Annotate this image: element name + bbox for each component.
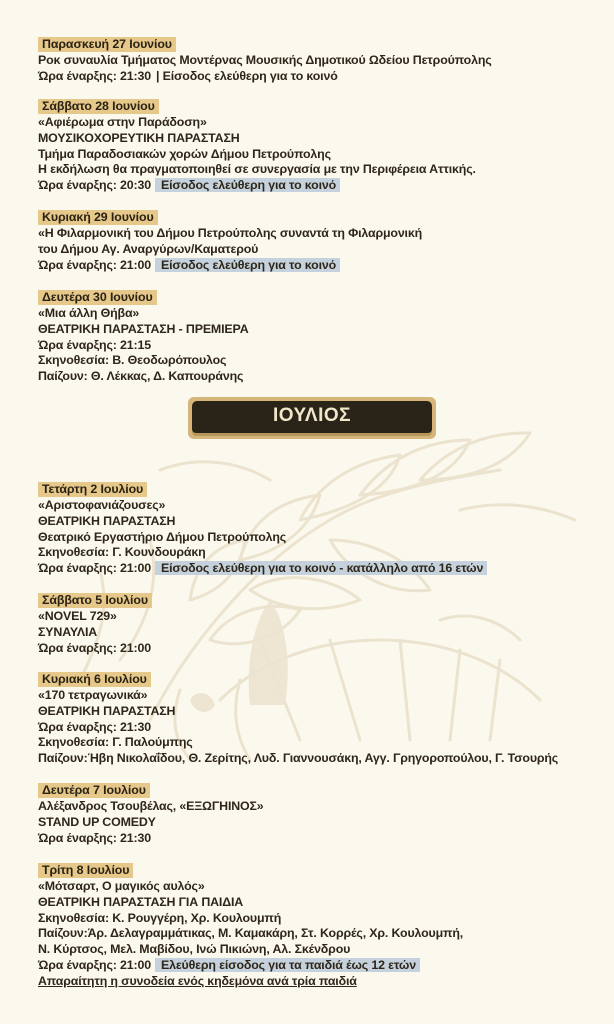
event-jul-5 [38,591,594,656]
date-tag: Δευτέρα 7 Ιουλίου [38,783,150,798]
date-tag: Τρίτη 8 Ιουλίου [38,863,133,878]
event-title: Ροκ συναυλία Τμήματος Μοντέρνας Μουσικής Δημοτικού Ωδείου Πετρούπολης [38,53,492,67]
event-line: «Αριστοφανιάζουσες» [38,498,166,512]
date-tag: Σάββατο 5 Ιουλίου [38,593,152,608]
guardian-requirement: Απαραίτητη η συνοδεία ενός κηδεμόνα ανά τρία παιδιά [38,973,357,988]
date-tag: Παρασκευή 27 Ιουνίου [38,37,176,52]
free-entry-highlight: Είσοδος ελεύθερη για το κοινό - κατάλληλο από 16 ετών [155,561,487,575]
event-jun-30 [38,288,594,385]
event-line: Ώρα έναρξης: 21:30 [38,719,151,734]
start-time-line: Ώρα έναρξης: 20:30 Είσοδος ελεύθερη για το κοινό [38,178,594,194]
event-line: «Μια άλλη Θήβα» [38,306,140,320]
event-jul-7 [38,781,594,846]
free-entry-highlight: Ελεύθερη είσοδος για τα παιδιά έως 12 ετών [155,958,420,972]
event-line: «NOVEL 729» [38,609,117,623]
event-line: Ν. Κύρτσος, Μελ. Μαβίδου, Ινώ Πικιώνη, Αλ. Σκένδρου [38,942,351,957]
event-line: Θεατρικό Εργαστήριο Δήμου Πετρούπολης [38,529,287,544]
event-jul-8 [38,861,594,990]
month-banner [188,397,436,439]
event-line: Ώρα έναρξης: 21:00 [38,640,151,655]
start-time-line: Ώρα έναρξης: 21:00 Είσοδος ελεύθερη για το κοινό [38,258,594,274]
event-line: ΘΕΑΤΡΙΚΗ ΠΑΡΑΣΤΑΣΗ [38,513,176,528]
event-line: Τμήμα Παραδοσιακών χορών Δήμου Πετρούπολης [38,146,331,161]
event-jun-27 [38,35,594,85]
event-jul-2 [38,480,594,577]
event-line: Ώρα έναρξης: 21:30 [38,830,151,845]
event-line: Σκηνοθεσία: Γ. Κουνδουράκη [38,545,206,560]
event-line: Παίζουν: Θ. Λέκκας, Δ. Καπουράνης [38,369,244,384]
event-line: Σκηνοθεσία: Γ. Παλούμπης [38,735,193,750]
date-tag: Τετάρτη 2 Ιουλίου [38,482,147,497]
event-line: STAND UP COMEDY [38,814,156,829]
event-line: Παίζουν:Ήβη Νικολαΐδου, Θ. Ζερίτης, Λυδ. Γιαννουσάκη, Αγγ. Γρηγοροπούλου, Γ. Τσουρής [38,751,559,766]
event-line: Σκηνοθεσία: Β. Θεοδωρόπουλος [38,353,227,368]
event-line: Αλέξανδρος Τσουβέλας, «ΕΞΩΓΗΙΝΟΣ» [38,799,264,813]
date-tag: Δευτέρα 30 Ιουνίου [38,290,157,305]
entry-note: | Είσοδος ελεύθερη για το κοινό [155,68,338,83]
event-jun-28 [38,97,594,194]
event-line: ΘΕΑΤΡΙΚΗ ΠΑΡΑΣΤΑΣΗ ΓΙΑ ΠΑΙΔΙΑ [38,894,244,909]
event-line: ΘΕΑΤΡΙΚΗ ΠΑΡΑΣΤΑΣΗ - ΠΡΕΜΙΕΡΑ [38,321,249,336]
event-line: ΣΥΝΑΥΛΙΑ [38,624,98,639]
event-line: Ώρα έναρξης: 21:15 [38,337,151,352]
event-line: «Η Φιλαρμονική του Δήμου Πετρούπολης συναντά τη Φιλαρμονική [38,226,423,240]
start-time-line: Ώρα έναρξης: 21:30 | Είσοδος ελεύθερη για το κοινό [38,68,338,83]
event-line: «Μότσαρτ, Ο μαγικός αυλός» [38,879,205,893]
event-line: ΜΟΥΣΙΚΟΧΟΡΕΥΤΙΚΗ ΠΑΡΑΣΤΑΣΗ [38,130,240,145]
event-line: ΘΕΑΤΡΙΚΗ ΠΑΡΑΣΤΑΣΗ [38,703,176,718]
event-line: Σκηνοθεσία: Κ. Ρουγγέρη, Χρ. Κουλουμπή [38,910,282,925]
event-jun-29 [38,208,594,273]
start-time-line: Ώρα έναρξης: 21:00 Είσοδος ελεύθερη για το κοινό - κατάλληλο από 16 ετών [38,561,594,577]
month-title: ΙΟΥΛΙΟΣ [272,405,352,426]
free-entry-highlight: Είσοδος ελεύθερη για το κοινό [155,178,340,192]
free-entry-highlight: Είσοδος ελεύθερη για το κοινό [155,258,340,272]
event-line: Παίζουν:Άρ. Δελαγραμμάτικας, Μ. Καμακάρη, Στ. Κορρές, Χρ. Κουλουμπή, [38,926,464,941]
event-line: Η εκδήλωση θα πραγματοποιηθεί σε συνεργασία με την Περιφέρεια Αττικής. [38,162,476,177]
date-tag: Κυριακή 29 Ιουνίου [38,210,158,225]
event-line: «Αφιέρωμα στην Παράδοση» [38,115,207,129]
event-line: «170 τετραγωνικά» [38,688,148,702]
event-line: του Δήμου Αγ. Αναργύρων/Καματερού [38,241,259,256]
month-banner-plate [192,401,432,433]
start-time-line: Ώρα έναρξης: 21:00 Ελεύθερη είσοδος για τα παιδιά έως 12 ετών [38,958,594,974]
date-tag: Κυριακή 6 Ιουλίου [38,672,151,687]
event-jul-6 [38,670,594,767]
date-tag: Σάββατο 28 Ιουνίου [38,99,159,114]
